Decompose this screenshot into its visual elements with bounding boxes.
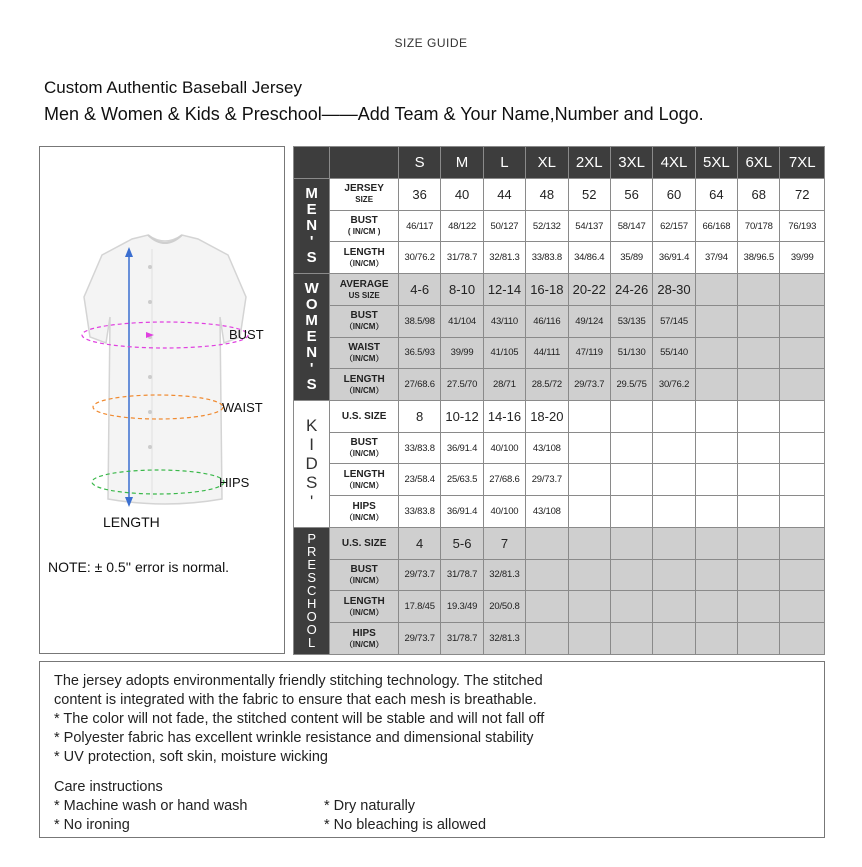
size-value-cell bbox=[568, 623, 610, 655]
group-label bbox=[294, 179, 330, 274]
row-label-unit: （IN/CM） bbox=[344, 575, 384, 585]
size-value-cell: 70/178 bbox=[738, 210, 780, 242]
size-value-cell bbox=[695, 337, 737, 369]
row-label-text: LENGTH bbox=[343, 595, 385, 607]
table-row bbox=[294, 179, 825, 211]
size-value-cell: 39/99 bbox=[780, 242, 825, 274]
size-value-cell: 31/78.7 bbox=[441, 242, 483, 274]
size-value-cell bbox=[695, 464, 737, 496]
group-letter: O bbox=[306, 622, 317, 638]
row-label-text: LENGTH bbox=[343, 468, 385, 480]
size-value-cell: 66/168 bbox=[695, 210, 737, 242]
size-value-cell bbox=[695, 496, 737, 528]
size-value-cell: 12-14 bbox=[483, 274, 525, 306]
size-value-cell bbox=[653, 623, 695, 655]
group-letter: M bbox=[305, 312, 318, 330]
size-value-cell: 29.5/75 bbox=[610, 369, 652, 401]
row-label-unit: SIZE bbox=[355, 195, 374, 205]
care-instructions bbox=[54, 778, 486, 835]
size-value-cell bbox=[610, 623, 652, 655]
size-value-cell: 52 bbox=[568, 179, 610, 211]
table-row bbox=[294, 274, 825, 306]
size-value-cell: 33/83.8 bbox=[526, 242, 568, 274]
size-value-cell bbox=[653, 527, 695, 559]
size-value-cell bbox=[738, 401, 780, 433]
row-label bbox=[330, 401, 399, 433]
care-item: * No bleaching is allowed bbox=[324, 817, 487, 833]
size-value-cell bbox=[695, 527, 737, 559]
product-title: Custom Authentic Baseball Jersey bbox=[44, 78, 302, 97]
size-value-cell: 72 bbox=[780, 179, 825, 211]
row-label-text: JERSEY bbox=[344, 183, 384, 195]
table-row bbox=[294, 369, 825, 401]
size-value-cell: 54/137 bbox=[568, 210, 610, 242]
size-value-cell bbox=[738, 369, 780, 401]
size-value-cell bbox=[738, 591, 780, 623]
size-value-cell bbox=[695, 274, 737, 306]
size-value-cell: 32/81.3 bbox=[483, 242, 525, 274]
size-value-cell: 44 bbox=[483, 179, 525, 211]
row-label-text: BUST bbox=[350, 563, 378, 575]
size-value-cell bbox=[695, 369, 737, 401]
size-value-cell: 5-6 bbox=[441, 527, 483, 559]
row-label-text: BUST bbox=[350, 215, 378, 227]
size-value-cell: 33/83.8 bbox=[398, 432, 440, 464]
size-value-cell: 36.5/93 bbox=[398, 337, 440, 369]
size-value-cell bbox=[780, 337, 825, 369]
size-value-cell: 31/78.7 bbox=[441, 623, 483, 655]
group-letter: S bbox=[306, 376, 317, 394]
group-letter: ' bbox=[310, 492, 314, 512]
size-value-cell: 40/100 bbox=[483, 496, 525, 528]
size-value-cell: 62/157 bbox=[653, 210, 695, 242]
table-row bbox=[294, 496, 825, 528]
size-header: M bbox=[441, 147, 483, 179]
size-value-cell bbox=[695, 432, 737, 464]
size-value-cell: 46/116 bbox=[526, 305, 568, 337]
row-label bbox=[330, 369, 399, 401]
size-value-cell bbox=[568, 527, 610, 559]
size-value-cell: 38.5/98 bbox=[398, 305, 440, 337]
size-value-cell: 64 bbox=[695, 179, 737, 211]
size-value-cell bbox=[738, 623, 780, 655]
row-label bbox=[330, 179, 399, 211]
row-label bbox=[330, 305, 399, 337]
size-value-cell bbox=[526, 623, 568, 655]
size-value-cell: 48/122 bbox=[441, 210, 483, 242]
size-value-cell: 24-26 bbox=[610, 274, 652, 306]
size-value-cell: 36/91.4 bbox=[441, 432, 483, 464]
row-label-text: BUST bbox=[350, 437, 378, 449]
row-label-unit: （IN/CM） bbox=[344, 449, 384, 459]
size-value-cell bbox=[780, 305, 825, 337]
size-value-cell bbox=[568, 559, 610, 591]
size-header: 6XL bbox=[738, 147, 780, 179]
group-letter: C bbox=[306, 583, 317, 599]
row-label-text: BUST bbox=[350, 310, 378, 322]
group-letter: D bbox=[305, 454, 318, 474]
group-letter: N bbox=[306, 217, 318, 235]
size-value-cell: 28/71 bbox=[483, 369, 525, 401]
group-label bbox=[294, 274, 330, 401]
size-header: S bbox=[398, 147, 440, 179]
info-line: The jersey adopts environmentally friendly stitching technology. The stitched bbox=[54, 673, 543, 689]
group-letter: E bbox=[307, 557, 316, 573]
group-letter: W bbox=[304, 280, 319, 298]
size-value-cell bbox=[738, 464, 780, 496]
size-value-cell: 19.3/49 bbox=[441, 591, 483, 623]
table-row bbox=[294, 401, 825, 433]
group-letter: K bbox=[305, 416, 318, 436]
size-value-cell: 20-22 bbox=[568, 274, 610, 306]
row-label bbox=[330, 210, 399, 242]
row-label-text: LENGTH bbox=[343, 373, 385, 385]
table-row bbox=[294, 464, 825, 496]
size-value-cell: 25/63.5 bbox=[441, 464, 483, 496]
size-value-cell bbox=[568, 591, 610, 623]
row-label bbox=[330, 559, 399, 591]
jersey-shape bbox=[84, 235, 246, 504]
row-label-unit: （IN/CM） bbox=[344, 353, 384, 363]
size-value-cell: 28-30 bbox=[653, 274, 695, 306]
row-label-unit: US SIZE bbox=[348, 290, 380, 300]
size-value-cell bbox=[653, 591, 695, 623]
row-label-unit: （IN/CM） bbox=[344, 639, 384, 649]
size-value-cell bbox=[780, 432, 825, 464]
size-value-cell: 16-18 bbox=[526, 274, 568, 306]
size-value-cell: 32/81.3 bbox=[483, 559, 525, 591]
size-header: 2XL bbox=[568, 147, 610, 179]
size-value-cell bbox=[780, 559, 825, 591]
size-value-cell: 57/145 bbox=[653, 305, 695, 337]
size-value-cell bbox=[738, 432, 780, 464]
product-subtitle: Men & Women & Kids & Preschool——Add Team & Your Name,Number and Logo. bbox=[44, 104, 704, 124]
waist-label: WAIST bbox=[222, 400, 263, 415]
size-value-cell: 29/73.7 bbox=[398, 559, 440, 591]
care-row bbox=[54, 797, 486, 816]
size-value-cell bbox=[568, 464, 610, 496]
size-value-cell bbox=[610, 432, 652, 464]
table-row bbox=[294, 623, 825, 655]
size-value-cell: 41/104 bbox=[441, 305, 483, 337]
row-label bbox=[330, 464, 399, 496]
size-value-cell: 10-12 bbox=[441, 401, 483, 433]
size-value-cell bbox=[653, 496, 695, 528]
group-letter: ' bbox=[309, 233, 314, 251]
row-label-unit: （IN/CM） bbox=[344, 607, 384, 617]
info-line: * The color will not fade, the stitched content will be stable and will not fall off bbox=[54, 711, 545, 727]
care-row bbox=[54, 816, 486, 835]
size-value-cell: 43/108 bbox=[526, 432, 568, 464]
size-value-cell bbox=[780, 401, 825, 433]
group-label bbox=[294, 527, 330, 654]
group-letter: S bbox=[306, 249, 317, 267]
size-value-cell: 36 bbox=[398, 179, 440, 211]
info-line: * Polyester fabric has excellent wrinkle resistance and dimensional stability bbox=[54, 730, 534, 746]
size-value-cell: 18-20 bbox=[526, 401, 568, 433]
size-value-cell: 49/124 bbox=[568, 305, 610, 337]
size-value-cell: 20/50.8 bbox=[483, 591, 525, 623]
size-value-cell: 17.8/45 bbox=[398, 591, 440, 623]
care-title: Care instructions bbox=[54, 779, 163, 795]
error-note: NOTE: ± 0.5'' error is normal. bbox=[48, 559, 230, 575]
group-letter: S bbox=[305, 473, 318, 493]
info-line: content is integrated with the fabric to ensure that each mesh is breathable. bbox=[54, 692, 537, 708]
row-label bbox=[330, 274, 399, 306]
size-value-cell: 4-6 bbox=[398, 274, 440, 306]
row-label-text: WAIST bbox=[348, 341, 380, 353]
care-item: * Dry naturally bbox=[324, 798, 416, 814]
size-value-cell bbox=[780, 591, 825, 623]
size-value-cell bbox=[610, 496, 652, 528]
row-label-unit: （IN/CM） bbox=[344, 480, 384, 490]
bust-label: BUST bbox=[229, 327, 264, 342]
size-value-cell: 27/68.6 bbox=[483, 464, 525, 496]
size-value-cell bbox=[738, 274, 780, 306]
row-label bbox=[330, 527, 399, 559]
size-value-cell: 48 bbox=[526, 179, 568, 211]
size-header: 3XL bbox=[610, 147, 652, 179]
size-value-cell: 30/76.2 bbox=[653, 369, 695, 401]
group-letter: O bbox=[306, 609, 317, 625]
page-header: SIZE GUIDE bbox=[394, 36, 468, 50]
size-value-cell: 58/147 bbox=[610, 210, 652, 242]
info-line: * UV protection, soft skin, moisture wicking bbox=[54, 749, 328, 765]
table-row bbox=[294, 591, 825, 623]
size-value-cell: 50/127 bbox=[483, 210, 525, 242]
feature-list bbox=[54, 672, 544, 767]
size-value-cell: 68 bbox=[738, 179, 780, 211]
size-header: XL bbox=[526, 147, 568, 179]
size-chart-table bbox=[293, 146, 825, 655]
size-value-cell bbox=[695, 623, 737, 655]
size-value-cell bbox=[780, 527, 825, 559]
size-value-cell bbox=[610, 559, 652, 591]
size-value-cell bbox=[610, 527, 652, 559]
size-value-cell bbox=[610, 401, 652, 433]
size-value-cell: 29/73.7 bbox=[526, 464, 568, 496]
table-row bbox=[294, 432, 825, 464]
size-value-cell: 28.5/72 bbox=[526, 369, 568, 401]
size-header: 5XL bbox=[695, 147, 737, 179]
size-value-cell: 30/76.2 bbox=[398, 242, 440, 274]
size-value-cell: 34/86.4 bbox=[568, 242, 610, 274]
row-label-text: HIPS bbox=[352, 627, 376, 639]
size-value-cell: 43/108 bbox=[526, 496, 568, 528]
size-value-cell: 32/81.3 bbox=[483, 623, 525, 655]
group-letter: M bbox=[305, 185, 318, 203]
group-label bbox=[294, 401, 330, 528]
table-row bbox=[294, 559, 825, 591]
group-letter: I bbox=[309, 435, 315, 455]
row-label bbox=[330, 432, 399, 464]
size-value-cell: 29/73.7 bbox=[568, 369, 610, 401]
size-value-cell bbox=[610, 464, 652, 496]
size-value-cell: 53/135 bbox=[610, 305, 652, 337]
size-value-cell: 27/68.6 bbox=[398, 369, 440, 401]
size-value-cell: 31/78.7 bbox=[441, 559, 483, 591]
size-value-cell: 27.5/70 bbox=[441, 369, 483, 401]
size-value-cell: 51/130 bbox=[610, 337, 652, 369]
jersey-image-panel bbox=[39, 146, 285, 654]
size-value-cell: 55/140 bbox=[653, 337, 695, 369]
size-value-cell bbox=[568, 496, 610, 528]
row-label-unit: ( IN/CM ) bbox=[347, 227, 381, 237]
size-value-cell bbox=[568, 401, 610, 433]
size-value-cell: 39/99 bbox=[441, 337, 483, 369]
row-label-unit: （IN/CM） bbox=[344, 385, 384, 395]
size-value-cell: 36/91.4 bbox=[441, 496, 483, 528]
group-letter: E bbox=[306, 201, 317, 219]
size-value-cell: 52/132 bbox=[526, 210, 568, 242]
product-info-box bbox=[39, 661, 825, 838]
size-value-cell: 56 bbox=[610, 179, 652, 211]
size-value-cell bbox=[653, 401, 695, 433]
size-value-cell bbox=[610, 591, 652, 623]
size-value-cell bbox=[738, 559, 780, 591]
size-header: 7XL bbox=[780, 147, 825, 179]
table-row bbox=[294, 210, 825, 242]
size-value-cell: 23/58.4 bbox=[398, 464, 440, 496]
hips-label: HIPS bbox=[219, 475, 250, 490]
size-value-cell bbox=[780, 623, 825, 655]
row-label-text: AVERAGE bbox=[339, 278, 389, 290]
size-value-cell: 7 bbox=[483, 527, 525, 559]
size-value-cell: 43/110 bbox=[483, 305, 525, 337]
row-label bbox=[330, 623, 399, 655]
size-value-cell: 37/94 bbox=[695, 242, 737, 274]
group-letter: N bbox=[306, 344, 318, 362]
size-value-cell: 4 bbox=[398, 527, 440, 559]
group-letter: R bbox=[306, 544, 317, 560]
row-label-text: U.S. SIZE bbox=[341, 410, 387, 422]
size-value-cell bbox=[653, 559, 695, 591]
row-label-unit: （IN/CM） bbox=[344, 258, 384, 268]
size-value-cell bbox=[780, 274, 825, 306]
row-label-unit: （IN/CM） bbox=[344, 322, 384, 332]
size-value-cell: 40 bbox=[441, 179, 483, 211]
size-value-cell: 14-16 bbox=[483, 401, 525, 433]
size-value-cell: 8-10 bbox=[441, 274, 483, 306]
care-item: * Machine wash or hand wash bbox=[54, 798, 248, 814]
table-row bbox=[294, 337, 825, 369]
row-label bbox=[330, 337, 399, 369]
size-value-cell bbox=[695, 401, 737, 433]
row-label bbox=[330, 242, 399, 274]
row-label bbox=[330, 591, 399, 623]
size-value-cell bbox=[653, 432, 695, 464]
size-value-cell bbox=[526, 591, 568, 623]
group-letter: O bbox=[305, 296, 318, 314]
group-letter: H bbox=[306, 596, 317, 612]
size-value-cell bbox=[526, 527, 568, 559]
size-value-cell: 60 bbox=[653, 179, 695, 211]
row-label-unit: （IN/CM） bbox=[344, 512, 384, 522]
size-value-cell bbox=[780, 496, 825, 528]
group-letter: P bbox=[307, 531, 316, 547]
size-header: 4XL bbox=[653, 147, 695, 179]
table-row bbox=[294, 242, 825, 274]
size-value-cell: 76/193 bbox=[780, 210, 825, 242]
size-value-cell bbox=[568, 432, 610, 464]
corner-cell bbox=[294, 147, 330, 179]
size-value-cell: 38/96.5 bbox=[738, 242, 780, 274]
size-value-cell bbox=[653, 464, 695, 496]
size-value-cell: 41/105 bbox=[483, 337, 525, 369]
size-value-cell bbox=[695, 559, 737, 591]
group-letter: E bbox=[306, 328, 317, 346]
group-letter: ' bbox=[309, 360, 314, 378]
size-value-cell bbox=[780, 369, 825, 401]
length-label: LENGTH bbox=[103, 514, 160, 530]
size-value-cell: 44/111 bbox=[526, 337, 568, 369]
size-value-cell: 40/100 bbox=[483, 432, 525, 464]
row-label-text: U.S. SIZE bbox=[341, 537, 387, 549]
size-value-cell bbox=[738, 305, 780, 337]
row-label bbox=[330, 496, 399, 528]
size-value-cell bbox=[695, 591, 737, 623]
size-value-cell bbox=[738, 496, 780, 528]
size-value-cell bbox=[738, 337, 780, 369]
size-value-cell: 33/83.8 bbox=[398, 496, 440, 528]
size-value-cell bbox=[526, 559, 568, 591]
size-value-cell bbox=[738, 527, 780, 559]
care-item: * No ironing bbox=[54, 817, 130, 833]
size-header: L bbox=[483, 147, 525, 179]
size-value-cell: 47/119 bbox=[568, 337, 610, 369]
group-letter: S bbox=[307, 570, 316, 586]
size-header-row bbox=[294, 147, 825, 179]
table-row bbox=[294, 305, 825, 337]
size-value-cell: 29/73.7 bbox=[398, 623, 440, 655]
size-value-cell: 35/89 bbox=[610, 242, 652, 274]
group-letter: L bbox=[308, 635, 316, 651]
size-value-cell bbox=[780, 464, 825, 496]
row-label-text: HIPS bbox=[352, 500, 376, 512]
size-value-cell: 46/117 bbox=[398, 210, 440, 242]
table-row bbox=[294, 527, 825, 559]
size-value-cell: 8 bbox=[398, 401, 440, 433]
row-label-text: LENGTH bbox=[343, 246, 385, 258]
corner-cell bbox=[330, 147, 399, 179]
size-value-cell: 36/91.4 bbox=[653, 242, 695, 274]
size-value-cell bbox=[695, 305, 737, 337]
